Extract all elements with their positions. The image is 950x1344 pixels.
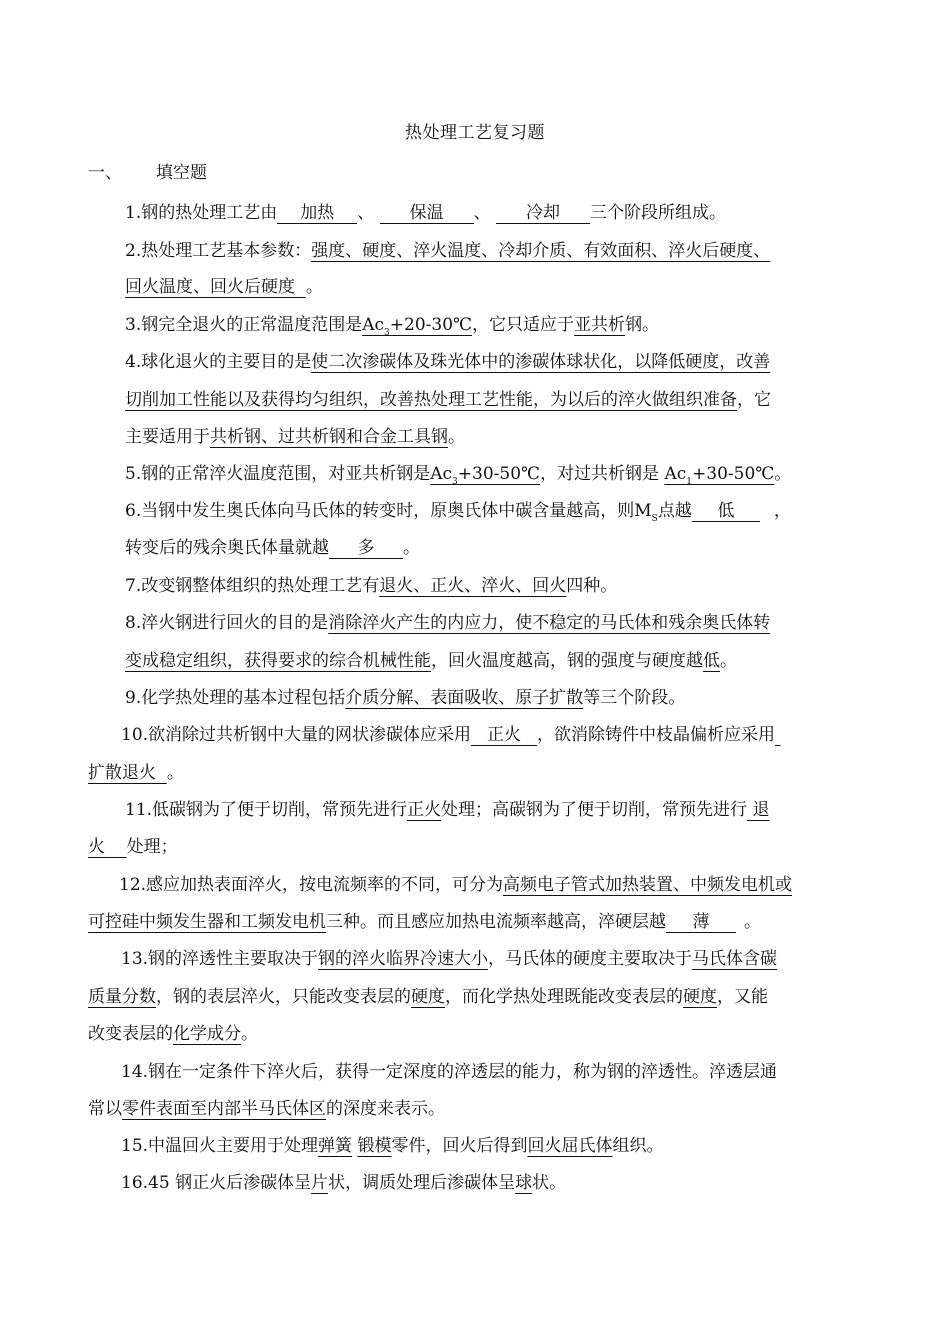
answer-blank: 薄 — [666, 912, 736, 933]
answer-text: 弹簧 — [318, 1136, 353, 1156]
question-8-cont: 变成稳定组织，获得要求的综合机械性能，回火温度越高，钢的强度与硬度越低。 — [125, 651, 737, 671]
question-2-cont: 回火温度、回火后硬度 。 — [125, 277, 323, 297]
answer-text: 零件表面至内部半马氏体区 — [122, 1099, 326, 1119]
answer-text: 球 — [515, 1173, 533, 1193]
question-12: 12.感应加热表面淬火，按电流频率的不同，可分为高频电子管式加热装置、中频发电机或 — [119, 875, 793, 895]
question-9: 9.化学热处理的基本过程包括介质分解、表面吸收、原子扩散等三个阶段。 — [125, 688, 686, 708]
answer-text: 钢的淬火临界冷速大小 — [318, 949, 489, 969]
answer-blank: 冷却 — [496, 203, 590, 224]
answer-blank: 保温 — [380, 203, 474, 224]
answer-blank: 加热 — [277, 203, 357, 224]
section-label: 填空题 — [156, 163, 207, 183]
answer-text: 介质分解、表面吸收、原子扩散 — [345, 688, 584, 708]
question-8: 8.淬火钢进行回火的目的是消除淬火产生的内应力，使不稳定的马氏体和残余奥氏体转 — [125, 613, 771, 633]
question-16: 16.45 钢正火后渗碳体呈片状，调质处理后渗碳体呈球状。 — [121, 1173, 567, 1193]
question-6: 6.当钢中发生奥氏体向马氏体的转变时，原奥氏体中碳含量越高，则$M_S$点越 低 ， — [125, 501, 791, 524]
question-1: 1.钢的热处理工艺由 加热 、 保温 、 冷却 三个阶段所组成。 — [125, 203, 727, 223]
question-14-cont: 常以零件表面至内部半马氏体区的深度来表示。 — [88, 1099, 445, 1119]
section-number: 一、 — [88, 163, 122, 183]
answer-text: 正火 — [407, 800, 442, 820]
answer-text: $Ac_1+30-50℃$ — [664, 464, 775, 487]
answer-text: 扩散退火 — [88, 763, 156, 783]
answer-text: 火 — [88, 837, 105, 857]
question-10: 10.欲消除过共析钢中大量的网状渗碳体应采用 正火 ，欲消除铸件中枝晶偏析应采用 — [121, 725, 776, 745]
question-3: 3.钢完全退火的正常温度范围是$Ac_3+20-30℃$，它只适应于亚共析钢。 — [125, 315, 660, 338]
answer-text: 使二次渗碳体及珠光体中的渗碳体球状化，以降低硬度，改善 — [311, 352, 771, 372]
question-15: 15.中温回火主要用于处理弹簧 锻模零件，回火后得到回火屈氏体组织。 — [121, 1136, 664, 1156]
answer-blank: 低 — [692, 501, 760, 522]
question-4-cont: 切削加工性能以及获得均匀组织，改善热处理工艺性能，为以后的淬火做组织准备，它 — [125, 390, 771, 410]
answer-text: 切削加工性能以及获得均匀组织，改善热处理工艺性能，为以后的淬火做组织准备 — [125, 390, 737, 410]
answer-text: 退火、正火、淬火、回火 — [379, 576, 567, 596]
answer-text: 变成稳定组织，获得要求的综合机械性能 — [125, 651, 431, 671]
answer-blank: 正火 — [471, 725, 537, 746]
answer-text: 共析钢、过共析钢和合金工具钢 — [210, 427, 448, 447]
question-5: 5.钢的正常淬火温度范围，对亚共析钢是$Ac_3+30-50℃$，对过共析钢是 $Ac_1+30-50℃$。 — [125, 464, 792, 487]
answer-text: 低 — [703, 651, 720, 671]
answer-text: 锻模 — [357, 1136, 392, 1156]
answer-text: 回火温度、回火后硬度 — [125, 277, 295, 297]
answer-text: 高频电子管式加热装置、中频发电机或 — [503, 875, 793, 895]
question-4-cont2: 主要适用于共析钢、过共析钢和合金工具钢。 — [125, 427, 465, 447]
answer-text: 化学成分 — [173, 1024, 241, 1044]
question-13-cont: 质量分数，钢的表层淬火，只能改变表层的硬度，而化学热处理既能改变表层的硬度，又能 — [88, 987, 768, 1007]
question-7: 7.改变钢整体组织的热处理工艺有退火、正火、淬火、回火四种。 — [125, 576, 618, 596]
answer-text: 片 — [311, 1173, 329, 1193]
question-11-cont: 火 处理； — [88, 837, 178, 857]
question-2: 2.热处理工艺基本参数：强度、硬度、淬火温度、冷却介质、有效面积、淬火后硬度、 — [125, 241, 771, 261]
answer-text: $Ac_3+20-30℃$ — [362, 315, 473, 338]
question-12-cont: 可控硅中频发生器和工频发电机三种。而且感应加热电流频率越高，淬硬层越 薄 。 — [88, 912, 761, 932]
question-13: 13.钢的淬透性主要取决于钢的淬火临界冷速大小，马氏体的硬度主要取决于马氏体含碳 — [121, 949, 778, 969]
answer-text: 强度、硬度、淬火温度、冷却介质、有效面积、淬火后硬度、 — [311, 241, 771, 261]
question-6-cont: 转变后的残余奥氏体量就越 多 。 — [125, 538, 420, 558]
answer-blank: 多 — [329, 538, 403, 559]
question-11: 11.低碳钢为了便于切削，常预先进行正火处理；高碳钢为了便于切削，常预先进行 退 — [125, 800, 770, 820]
answer-text: 硬度 — [683, 987, 717, 1007]
answer-text: 硬度 — [411, 987, 445, 1007]
answer-text: 回火屈氏体 — [527, 1136, 613, 1156]
page-title: 热处理工艺复习题 — [405, 123, 545, 143]
answer-text: 消除淬火产生的内应力，使不稳定的马氏体和残余奥氏体转 — [328, 613, 771, 633]
answer-text: $Ac_3+30-50℃$ — [430, 464, 541, 487]
answer-text: 退 — [752, 800, 770, 820]
question-13-cont2: 改变表层的化学成分。 — [88, 1024, 258, 1044]
question-10-cont: 扩散退火 。 — [88, 763, 184, 783]
answer-text: 亚共析 — [574, 315, 626, 335]
question-4: 4.球化退火的主要目的是使二次渗碳体及珠光体中的渗碳体球状化，以降低硬度，改善 — [125, 352, 771, 372]
answer-text: 质量分数 — [88, 987, 156, 1007]
answer-text: 马氏体含碳 — [692, 949, 778, 969]
question-14: 14.钢在一定条件下淬火后，获得一定深度的淬透层的能力，称为钢的淬透性。淬透层通 — [121, 1062, 778, 1082]
answer-text: 可控硅中频发生器和工频发电机 — [88, 912, 326, 932]
section-heading — [88, 158, 207, 183]
